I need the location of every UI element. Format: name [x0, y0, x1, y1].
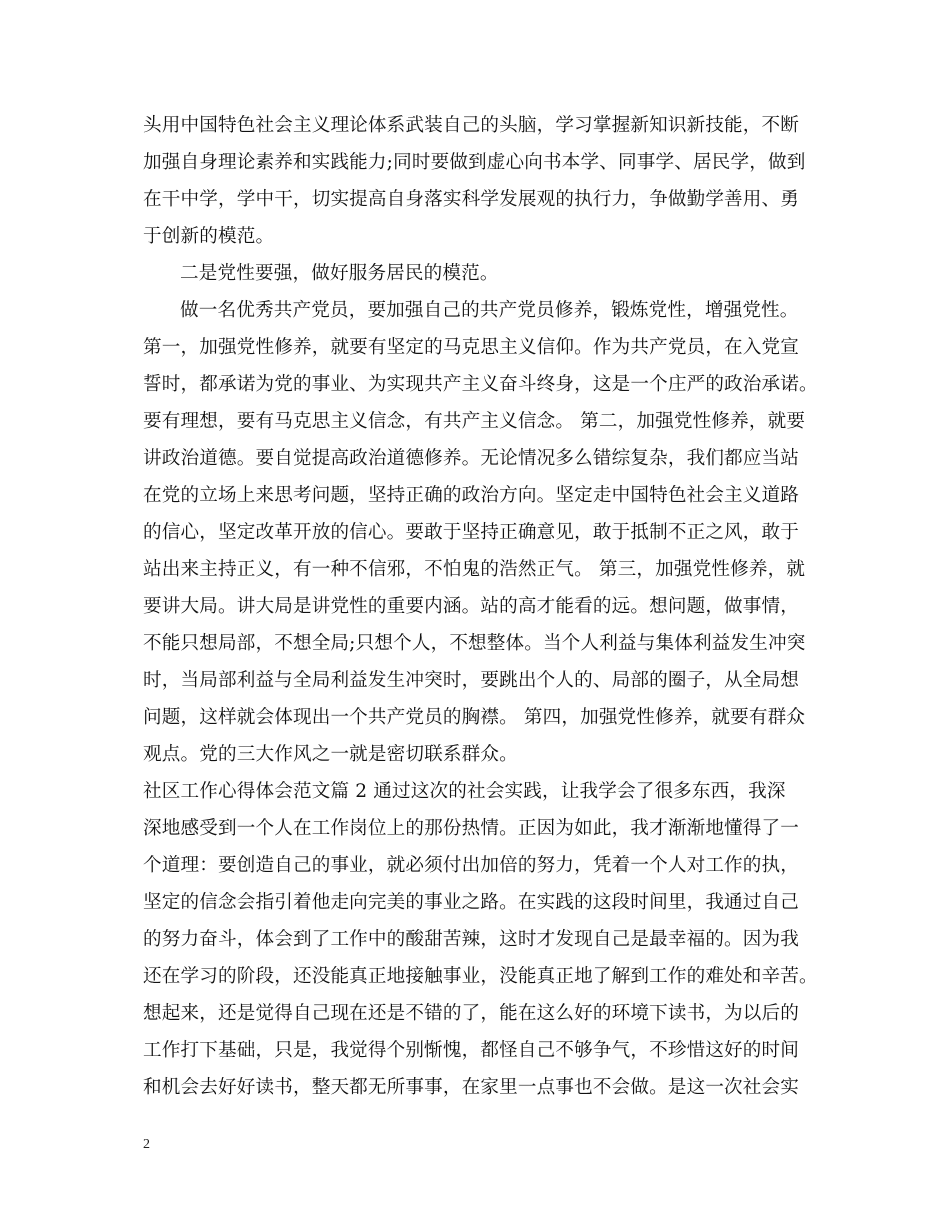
text-line: 站出来主持正义，有一种不信邪，不怕鬼的浩然正气。 第三，加强党性修养，就 — [143, 559, 806, 580]
text-line: 深地感受到一个人在工作岗位上的那份热情。正因为如此，我才渐渐地懂得了一 — [143, 818, 800, 839]
text-line: 观点。党的三大作风之一就是密切联系群众。 — [143, 744, 518, 765]
text-line: 工作打下基础，只是，我觉得个别惭愧，都怪自己不够争气，不珍惜这好的时间 — [143, 1040, 800, 1061]
text-line: 的信心，坚定改革开放的信心。要敢于坚持正确意见，敢于抵制不正之风，敢于 — [143, 522, 800, 543]
text-line: 坚定的信念会指引着他走向完美的事业之路。在实践的这段时间里，我通过自己 — [143, 892, 800, 913]
text-line: 头用中国特色社会主义理论体系武装自己的头脑，学习掌握新知识新技能，不断 — [143, 115, 800, 136]
text-line: 社区工作心得体会范文篇 2 通过这次的社会实践，让我学会了很多东西，我深 — [143, 781, 786, 802]
text-line: 做一名优秀共产党员，要加强自己的共产党员修养，锻炼党性，增强党性。 — [180, 300, 799, 321]
text-line: 想起来，还是觉得自己现在还是不错的了，能在这么好的环境下读书，为以后的 — [143, 1003, 800, 1024]
text-line: 在党的立场上来思考问题，坚持正确的政治方向。坚定走中国特色社会主义道路 — [143, 485, 800, 506]
text-line: 誓时，都承诺为党的事业、为实现共产主义奋斗终身，这是一个庄严的政治承诺。 — [143, 374, 818, 395]
text-line: 要有理想，要有马克思主义信念，有共产主义信念。 第二，加强党性修养，就要 — [143, 411, 806, 432]
text-line: 时，当局部利益与全局利益发生冲突时，要跳出个人的、局部的圈子，从全局想 — [143, 670, 800, 691]
text-line: 要讲大局。讲大局是讲党性的重要内涵。站的高才能看的远。想问题，做事情， — [143, 596, 800, 617]
text-line: 于创新的模范。 — [143, 226, 275, 247]
text-line: 个道理：要创造自己的事业，就必须付出加倍的努力，凭着一个人对工作的执， — [143, 855, 800, 876]
section-heading: 二是党性要强，做好服务居民的模范。 — [180, 263, 499, 284]
text-line: 在干中学，学中干，切实提高自身落实科学发展观的执行力，争做勤学善用、勇 — [143, 189, 800, 210]
text-line: 加强自身理论素养和实践能力;同时要做到虚心向书本学、同事学、居民学，做到 — [143, 152, 806, 173]
text-line: 还在学习的阶段，还没能真正地接触事业，没能真正地了解到工作的难处和辛苦。 — [143, 966, 818, 987]
page-number: 2 — [143, 1137, 150, 1152]
text-line: 问题，这样就会体现出一个共产党员的胸襟。 第四，加强党性修养，就要有群众 — [143, 707, 806, 728]
text-line: 第一，加强党性修养，就要有坚定的马克思主义信仰。作为共产党员，在入党宣 — [143, 337, 800, 358]
text-line: 不能只想局部，不想全局;只想个人，不想整体。当个人利益与集体利益发生冲突 — [143, 633, 806, 654]
text-line: 和机会去好好读书，整天都无所事事，在家里一点事也不会做。是这一次社会实 — [143, 1077, 800, 1098]
text-line: 的努力奋斗，体会到了工作中的酸甜苦辣，这时才发现自己是最幸福的。因为我 — [143, 929, 800, 950]
text-line: 讲政治道德。要自觉提高政治道德修养。无论情况多么错综复杂，我们都应当站 — [143, 448, 800, 469]
